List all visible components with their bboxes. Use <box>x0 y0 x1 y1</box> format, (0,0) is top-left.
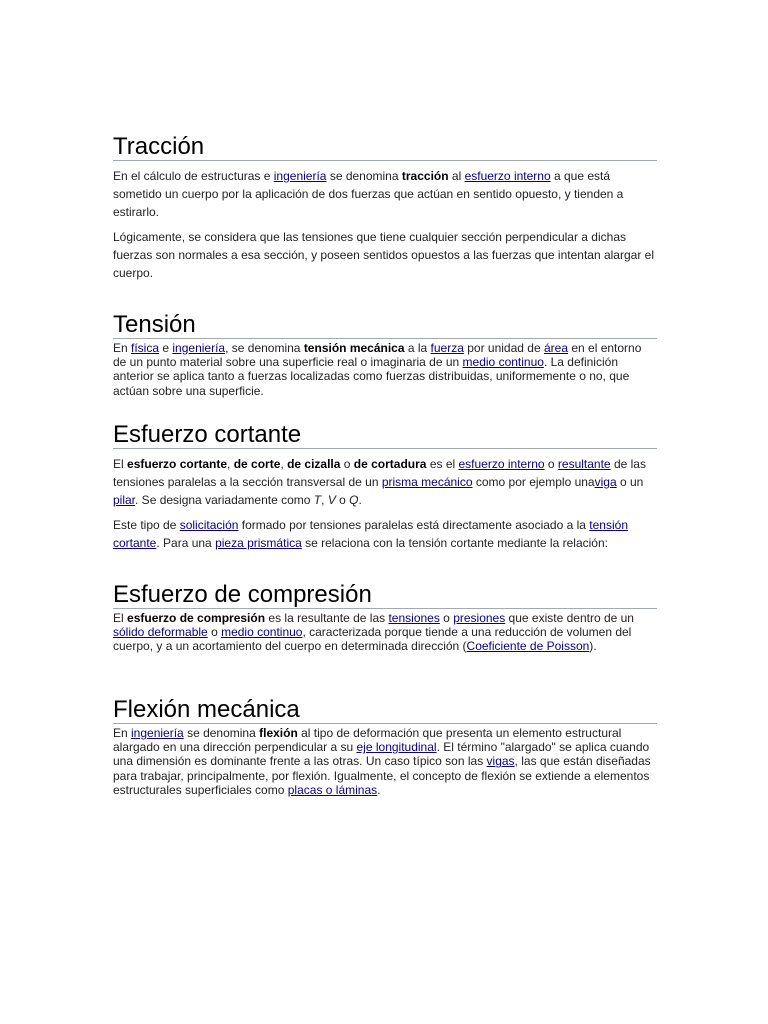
link-coeficiente-poisson[interactable]: Coeficiente de Poisson <box>466 639 590 654</box>
paragraph-cortante-2 <box>113 516 657 552</box>
bold-term: de cortadura <box>353 457 427 471</box>
text: al tipo de deformación que presenta un elemento estructural alargado en una dirección perpendicular a su <box>113 726 622 755</box>
link-tension-cortante[interactable]: tensión cortante <box>113 518 628 550</box>
text: formado por tensiones paralelas está directamente asociado a la <box>238 518 590 532</box>
link-ingenieria[interactable]: ingeniería <box>172 341 226 355</box>
link-placas-laminas[interactable]: placas o láminas <box>287 782 378 797</box>
text: En <box>113 726 132 740</box>
text: . Para una <box>156 536 216 550</box>
text: a que está sometido un cuerpo por la aplicación de dos fuerzas que actúan en sentido opuesto, y tienden a estirarlo. <box>113 169 624 219</box>
link-tensiones[interactable]: tensiones <box>388 611 440 625</box>
link-ingenieria[interactable]: ingeniería <box>131 726 184 740</box>
section-traccion <box>113 134 657 282</box>
link-medio-continuo[interactable]: medio continuo <box>221 625 303 640</box>
text: o un <box>616 475 644 489</box>
text: El <box>113 457 128 471</box>
text: que existe dentro de un <box>505 611 634 625</box>
paragraph-tension-1 <box>113 341 657 398</box>
link-resultante[interactable]: resultante <box>557 457 611 471</box>
link-area[interactable]: área <box>543 341 568 355</box>
text: . <box>377 782 381 797</box>
text: es la resultante de las <box>265 611 389 625</box>
symbol-t: T <box>313 493 322 507</box>
symbol-v: V <box>327 493 336 507</box>
link-pieza-prismatica[interactable]: pieza prismática <box>215 536 302 550</box>
heading-traccion: Tracción <box>113 134 657 161</box>
link-solido-deformable[interactable]: sólido deformable <box>113 625 208 640</box>
section-esfuerzo-cortante <box>113 422 657 552</box>
text: es el <box>426 457 459 471</box>
text: El <box>113 611 128 625</box>
text: Este tipo de <box>113 518 180 532</box>
paragraph-flexion-1 <box>113 726 657 797</box>
text: En <box>113 341 132 355</box>
text: , se denomina <box>225 341 304 355</box>
paragraph-cortante-1 <box>113 455 657 509</box>
text: por unidad de <box>463 341 544 355</box>
symbol-q: Q <box>349 493 359 507</box>
text: . <box>358 493 362 507</box>
text: o <box>207 625 222 640</box>
text: , <box>227 457 234 471</box>
link-presiones[interactable]: presiones <box>453 611 506 625</box>
text: , las que están diseñadas para trabajar, principalmente, por flexión. Igualmente, el concepto de flexión se extiende a elementos estructurales superficiales como <box>113 754 651 797</box>
link-esfuerzo-interno[interactable]: esfuerzo interno <box>458 457 545 471</box>
paragraph-compresion-1 <box>113 611 657 654</box>
link-fisica[interactable]: física <box>131 341 160 355</box>
text: se denomina <box>326 169 402 183</box>
bold-term-tension-mecanica: tensión mecánica <box>303 341 405 355</box>
heading-esfuerzo-cortante: Esfuerzo cortante <box>113 422 657 449</box>
text: e <box>159 341 173 355</box>
paragraph-traccion-1 <box>113 167 657 221</box>
link-ingenieria[interactable]: ingeniería <box>273 169 327 183</box>
text: ). <box>589 639 597 654</box>
section-flexion-mecanica <box>113 697 657 797</box>
heading-esfuerzo-compresion: Esfuerzo de compresión <box>113 582 657 609</box>
text: o <box>340 457 354 471</box>
link-medio-continuo[interactable]: medio continuo <box>462 355 544 370</box>
bold-term: de cizalla <box>287 457 341 471</box>
text: a la <box>404 341 431 355</box>
text: al <box>448 169 465 183</box>
text: , caracterizada porque tiende a una reducción de volumen del cuerpo, y a un acortamiento del cuerpo en determinada dirección ( <box>113 625 632 654</box>
text: se denomina <box>183 726 260 740</box>
text: . El término "alargado" se aplica cuando una dimensión es dominante frente a las otras. Un caso típico son las <box>113 740 650 769</box>
link-fuerza[interactable]: fuerza <box>430 341 464 355</box>
link-vigas[interactable]: vigas <box>486 754 515 769</box>
heading-flexion-mecanica: Flexión mecánica <box>113 697 657 724</box>
text: En el cálculo de estructuras e <box>113 169 274 183</box>
link-eje-longitudinal[interactable]: eje longitudinal <box>356 740 437 755</box>
bold-term-flexion: flexión <box>259 726 298 740</box>
link-viga[interactable]: viga <box>594 475 617 489</box>
text: o <box>439 611 454 625</box>
text: , <box>280 457 288 471</box>
bold-term-traccion: tracción <box>401 169 449 183</box>
text: se relaciona con la tensión cortante mediante la relación: <box>301 536 608 550</box>
link-pilar[interactable]: pilar <box>113 493 136 507</box>
link-prisma-mecanico[interactable]: prisma mecánico <box>381 475 473 489</box>
heading-tension: Tensión <box>113 312 657 339</box>
section-tension <box>113 312 657 398</box>
bold-term-compresion: esfuerzo de compresión <box>127 611 266 625</box>
text: o <box>544 457 558 471</box>
text: , <box>321 493 328 507</box>
paragraph-traccion-2: Lógicamente, se considera que las tensiones que tiene cualquier sección perpendicular a dichas fuerzas son normales a esa sección, y poseen sentidos opuestos a las fuerzas que intentan alargar el cuerpo. <box>113 230 654 280</box>
text: . Se designa variadamente como <box>135 493 314 507</box>
text: . La definición anterior se aplica tanto a fuerzas localizadas como fuerzas distribuidas, uniformemente o no, que actúan sobre una superficie. <box>113 355 630 398</box>
link-solicitacion[interactable]: solicitación <box>179 518 239 532</box>
section-esfuerzo-compresion <box>113 582 657 654</box>
text: de las tensiones paralelas a la sección transversal de un <box>113 457 646 489</box>
link-esfuerzo-interno[interactable]: esfuerzo interno <box>464 169 551 183</box>
text: como por ejemplo una <box>472 475 595 489</box>
bold-term: esfuerzo cortante <box>127 457 228 471</box>
text: en el entorno de un punto material sobre una superficie real o imaginaria de un <box>113 341 642 370</box>
bold-term: de corte <box>233 457 281 471</box>
text: o <box>335 493 350 507</box>
